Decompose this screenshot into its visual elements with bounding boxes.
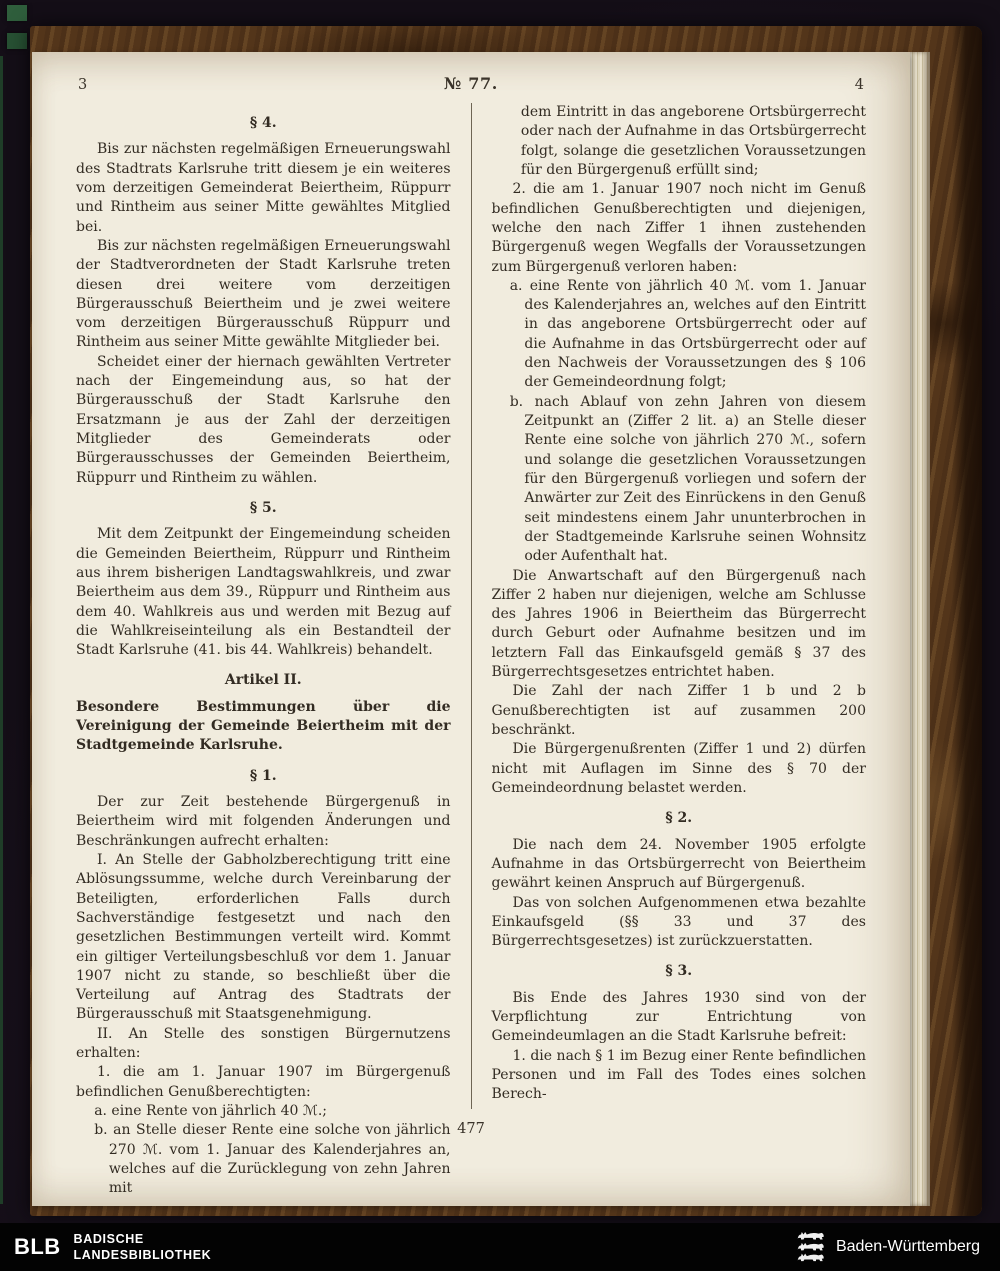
state-name: Baden-Württemberg xyxy=(835,1238,980,1255)
text-paragraph: dem Eintritt in das angeborene Ortsbürgerrecht oder nach der Aufnahme in das Ortsbürgerrecht folgt, solange die gesetzlichen Voraussetzungen für den Bürgergenuß erfüllt sind; xyxy=(520,104,866,178)
right-text-column xyxy=(472,103,867,1109)
text-paragraph: I. An Stelle der Gabholzberechtigung tritt eine Ablösungssumme, welche durch Vereinbarung der Beteiligten, erforderlichen Falls durch Sachverständige festgesetzt und nach den gesetzlichen Bestimmungen verteilt wird. Kommt ein giltiger Verteilungsbeschluß vor dem 1. Januar 1907 nicht zu stande, so beschließt über die Verteilung auf Antrag des Stadtrats der Bürgerausschuß mit Staatsgenehmigung. xyxy=(76,851,451,1023)
text-paragraph: Bis zur nächsten regelmäßigen Erneuerungswahl der Stadtverordneten der Stadt Karlsruhe treten diesen drei weitere vom derzeitigen Bürgerausschuß Beiertheim und je zwei weitere vom derzeitigen Bürgerausschuß Rüppurr und Rintheim aus seiner Mitte gewählte Mitglieder bei. xyxy=(76,237,451,351)
text-paragraph: 2. die am 1. Januar 1907 noch nicht im Genuß befindlichen Genußberechtigten und diejenigen, welche den nach Ziffer 1 ihnen zustehenden Bürgergenuß wegen Wegfalls der Voraussetzungen zum Bürgergenuß verloren haben: xyxy=(491,181,866,275)
text-paragraph: b. an Stelle dieser Rente eine solche von jährlich 270 ℳ. vom 1. Januar des Kalenderjahres an, welches auf die Zurücklegung von zehn Jahren mit xyxy=(94,1122,451,1197)
section-heading: § 4. xyxy=(249,115,277,131)
text-paragraph: a. eine Rente von jährlich 40 ℳ. vom 1. Januar des Kalenderjahres an, welches auf den Eintritt in das angeborene Ortsbürgerrecht oder auf die Aufnahme in das Ortsbürgerrecht oder auf den Nachweis der Voraussetzungen des § 106 der Gemeindeordnung folgt; xyxy=(509,277,866,391)
state-branding xyxy=(796,1228,988,1266)
text-paragraph: Der zur Zeit bestehende Bürgergenuß in Beiertheim wird mit folgenden Änderungen und Beschränkungen aufrecht erhalten: xyxy=(76,794,451,849)
library-name-line2: LANDESBIBLIOTHEK xyxy=(73,1248,212,1262)
text-paragraph: Bis Ende des Jahres 1930 sind von der Verpflichtung zur Entrichtung von Gemeindeumlagen an die Stadt Karlsruhe befreit: xyxy=(491,989,866,1045)
book-spine xyxy=(952,26,982,1216)
book-cover-green-tab xyxy=(7,33,27,49)
blb-logo: BLB xyxy=(14,1234,61,1259)
section-heading: § 1. xyxy=(249,767,277,784)
section-heading: § 2. xyxy=(665,810,693,827)
left-page-number: 3 xyxy=(78,77,88,93)
page-edges xyxy=(910,52,930,1206)
library-branding xyxy=(12,1231,211,1264)
text-paragraph: Die Bürgergenußrenten (Ziffer 1 und 2) dürfen nicht mit Auflagen im Sinne des § 70 der Gemeindeordnung belastet werden. xyxy=(491,741,866,796)
issue-number: № 77. xyxy=(444,74,498,93)
text-paragraph: Die Zahl der nach Ziffer 1 b und 2 b Genußberechtigten ist auf zusammen 200 beschränkt. xyxy=(491,683,866,738)
scanned-page xyxy=(32,52,910,1206)
book xyxy=(30,26,982,1216)
book-cover-green-tab xyxy=(7,5,27,21)
footer-page-number: 477 xyxy=(457,1121,485,1137)
text-paragraph: Besondere Bestimmungen über die Vereinigung der Gemeinde Beiertheim mit der Stadtgemeinde Karlsruhe. xyxy=(76,698,451,754)
text-paragraph: 1. die nach § 1 im Bezug einer Rente befindlichen Personen und im Fall des Todes eines solchen Berech- xyxy=(491,1047,866,1103)
library-name xyxy=(74,1231,212,1264)
section-heading: Artikel II. xyxy=(224,672,302,689)
text-paragraph: Mit dem Zeitpunkt der Eingemeindung scheiden die Gemeinden Beiertheim, Rüppurr und Rintheim aus ihrem bisherigen Landtagswahlkreis, und zwar Beiertheim aus dem 39., Rüppurr und Rintheim aus dem 40. Wahlkreis aus und werden mit Bezug auf die Wahlkreiseinteilung als ein Bestandteil der Stadt Karlsruhe (41. bis 44. Wahlkreis) behandelt. xyxy=(76,526,451,659)
text-paragraph: Das von solchen Aufgenommenen etwa bezahlte Einkaufsgeld (§§ 33 und 37 des Bürgerrechtsgesetzes) ist zurückzuerstatten. xyxy=(491,894,866,950)
page-header xyxy=(78,74,864,93)
text-paragraph: 1. die am 1. Januar 1907 im Bürgergenuß befindlichen Genußberechtigten: xyxy=(76,1064,451,1100)
text-paragraph: b. nach Ablauf von zehn Jahren von diesem Zeitpunkt an (Ziffer 2 lit. a) an Stelle dieser Rente eine solche von jährlich 270 ℳ., sofern und solange die gesetzlichen Voraussetzungen für den Bürgergenuß vorliegen und sofern der Anwärter zur Zeit des Einrückens in den Genuß seit mindestens einem Jahr ununterbrochen in der Stadtgemeinde Karlsruhe seinen Wohnsitz oder Aufenthalt hat. xyxy=(509,393,866,565)
text-paragraph: Scheidet einer der hiernach gewählten Vertreter nach der Eingemeindung aus, so hat der Bürgerausschuß der Stadt Karlsruhe den Ersatzmann je aus der Zahl der derzeitigen Mitglieder des Gemeinderats oder Bürgerausschusses der Gemeinden Beiertheim, Rüppurr und Rintheim zu wählen. xyxy=(76,353,451,486)
library-footer-bar xyxy=(0,1223,1000,1271)
right-page-number: 4 xyxy=(854,77,864,93)
text-paragraph: Die Anwartschaft auf den Bürgergenuß nach Ziffer 2 haben nur diejenigen, welche am Schlusse des Jahres 1906 in Beiertheim das Bürgerrecht durch Geburt oder Aufnahme besitzen und im letztern Fall das Einkaufsgeld gemäß § 37 des Bürgerrechtsgesetzes entrichtet haben. xyxy=(491,567,866,681)
book-cover-left-edge xyxy=(0,56,3,1204)
library-name-line1: BADISCHE xyxy=(73,1231,144,1246)
section-heading: § 5. xyxy=(249,499,277,516)
text-paragraph: Die nach dem 24. November 1905 erfolgte Aufnahme in das Ortsbürgerrecht von Beiertheim gewährt keinen Anspruch auf Bürgergenuß. xyxy=(491,836,866,892)
text-paragraph: Bis zur nächsten regelmäßigen Erneuerungswahl des Stadtrats Karlsruhe tritt diesem je ein weiteres vom derzeitigen Gemeinderat Beiertheim, Rüppurr und Rintheim aus seiner Mitte gewähltes Mitglied bei. xyxy=(76,141,451,235)
text-paragraph: a. eine Rente von jährlich 40 ℳ.; xyxy=(94,1103,328,1119)
text-paragraph: II. An Stelle des sonstigen Bürgernutzens erhalten: xyxy=(76,1025,451,1062)
section-heading: § 3. xyxy=(665,963,693,980)
baden-wuerttemberg-lions-icon xyxy=(796,1228,826,1266)
